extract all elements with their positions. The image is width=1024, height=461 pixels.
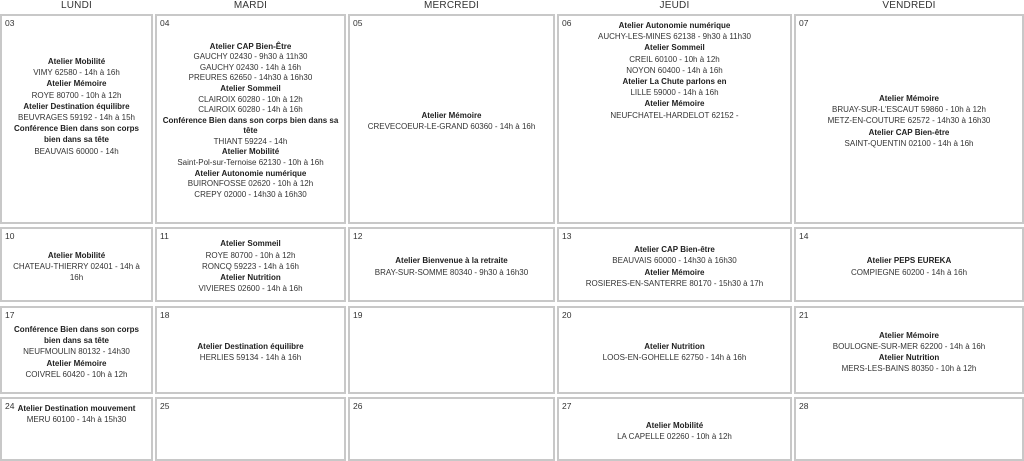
day-number: 13 xyxy=(562,231,572,241)
day-number: 20 xyxy=(562,310,572,320)
event-title: Conférence Bien dans son corps bien dans sa tête xyxy=(162,115,339,136)
event-location: ROYE 80700 - 10h à 12h xyxy=(31,90,122,100)
event-title: Atelier Autonomie numérique xyxy=(618,21,731,30)
day-number: 26 xyxy=(353,401,363,411)
event-location: CLAIROIX 60280 - 14h à 16h xyxy=(198,105,303,115)
event-location: COMPIEGNE 60200 - 14h à 16h xyxy=(850,267,968,277)
event-location: Saint-Pol-sur-Ternoise 62130 - 10h à 16h xyxy=(177,158,324,168)
event-location: VIVIERES 02600 - 14h à 16h xyxy=(198,284,303,294)
event-title: Atelier CAP Bien-être xyxy=(868,127,950,137)
event-location: ROSIERES-EN-SANTERRE 80170 - 15h30 à 17h xyxy=(585,278,764,288)
day-number: 24 xyxy=(5,401,15,411)
day-number: 17 xyxy=(5,310,15,320)
event-title: Atelier Nutrition xyxy=(220,273,281,283)
event-location: SAINT-QUENTIN 02100 - 14h à 16h xyxy=(844,138,974,148)
weekday-header-mardi: MARDI xyxy=(233,0,268,11)
day-number: 18 xyxy=(160,310,170,320)
event-location: LOOS-EN-GOHELLE 62750 - 14h à 16h xyxy=(602,353,747,362)
day-events xyxy=(796,229,1022,300)
day-cell-28[interactable] xyxy=(794,397,1024,461)
event-location: GAUCHY 02430 - 14h à 16h xyxy=(199,62,302,72)
event-title: Atelier Destination équilibre xyxy=(23,101,130,111)
day-number: 04 xyxy=(160,18,170,28)
event-title: Atelier CAP Bien-être xyxy=(634,245,715,255)
event-location: BEAUVAIS 60000 - 14h xyxy=(34,146,119,156)
event-title: Atelier Nutrition xyxy=(644,341,705,351)
event-location: ROYE 80700 - 10h à 12h xyxy=(205,250,296,260)
day-events xyxy=(2,229,151,300)
event-title: Atelier Mémoire xyxy=(46,358,107,368)
day-cell-07[interactable] xyxy=(794,14,1024,224)
day-cell-14[interactable] xyxy=(794,227,1024,302)
event-location: BUIRONFOSSE 02620 - 10h à 12h xyxy=(187,179,314,189)
event-location: COIVREL 60420 - 10h à 12h xyxy=(25,369,128,379)
event-location: LILLE 59000 - 14h à 16h xyxy=(630,88,719,98)
day-number: 21 xyxy=(799,310,809,320)
day-cell-20[interactable] xyxy=(557,306,792,394)
day-cell-17[interactable] xyxy=(0,306,153,394)
event-title: Atelier Bienvenue à la retraite xyxy=(395,256,508,266)
day-number: 12 xyxy=(353,231,363,241)
event-title: Atelier CAP Bien-Être xyxy=(209,41,292,51)
day-cell-10[interactable] xyxy=(0,227,153,302)
event-title: Conférence Bien dans son corps bien dans sa tête xyxy=(14,324,139,346)
event-title: Atelier Destination équilibre xyxy=(197,341,304,351)
weekday-header-vendredi: VENDREDI xyxy=(882,0,936,11)
day-cell-27[interactable] xyxy=(557,397,792,461)
event-title: Atelier Destination mouvement xyxy=(17,404,136,413)
event-location: BRAY-SUR-SOMME 80340 - 9h30 à 16h30 xyxy=(374,267,529,277)
day-events xyxy=(796,16,1022,222)
day-events xyxy=(559,399,790,459)
event-location: CREPY 02000 - 14h30 à 16h30 xyxy=(194,189,307,199)
event-location: HERLIES 59134 - 14h à 16h xyxy=(199,353,302,362)
event-title: Conférence Bien dans son corps bien dans sa tête xyxy=(14,124,139,145)
day-cell-26[interactable] xyxy=(348,397,555,461)
event-title: Atelier PEPS EUREKA xyxy=(866,256,952,266)
day-cell-03[interactable] xyxy=(0,14,153,224)
day-events xyxy=(2,16,151,222)
event-location: NOYON 60400 - 14h à 16h xyxy=(626,65,723,75)
day-events xyxy=(559,229,790,300)
event-title: Atelier Sommeil xyxy=(220,83,281,93)
day-cell-24[interactable] xyxy=(0,397,153,461)
event-location: BRUAY-SUR-L'ESCAUT 59860 - 10h à 12h xyxy=(832,105,986,115)
day-cell-13[interactable] xyxy=(557,227,792,302)
event-title: Atelier Sommeil xyxy=(220,239,281,249)
day-events xyxy=(2,399,151,459)
day-events xyxy=(350,229,553,300)
event-location: CREVECOEUR-LE-GRAND 60360 - 14h à 16h xyxy=(367,122,536,131)
day-cell-19[interactable] xyxy=(348,306,555,394)
event-location: NEUFCHATEL-HARDELOT 62152 - xyxy=(610,110,739,120)
day-number: 05 xyxy=(353,18,363,28)
day-number: 10 xyxy=(5,231,15,241)
event-location: MERS-LES-BAINS 80350 - 10h à 12h xyxy=(841,364,977,374)
event-title: Atelier Mémoire xyxy=(421,110,482,120)
day-number: 11 xyxy=(160,231,169,241)
day-cell-04[interactable] xyxy=(155,14,346,224)
event-location: MERU 60100 - 14h à 15h30 xyxy=(26,415,127,425)
day-number: 25 xyxy=(160,401,170,411)
day-number: 07 xyxy=(799,18,809,28)
day-number: 06 xyxy=(562,18,572,28)
event-title: Atelier Mobilité xyxy=(47,57,106,66)
event-location: CHATEAU-THIERRY 02401 - 14h à 16h xyxy=(13,261,140,283)
event-location: PREURES 62650 - 14h30 à 16h30 xyxy=(188,73,313,83)
event-location: AUCHY-LES-MINES 62138 - 9h30 à 11h30 xyxy=(598,32,751,42)
event-title: Atelier Mobilité xyxy=(221,147,280,157)
event-location: VIMY 62580 - 14h à 16h xyxy=(33,68,120,78)
event-title: Atelier Nutrition xyxy=(878,353,940,362)
event-title: Atelier Sommeil xyxy=(644,43,705,53)
day-number: 19 xyxy=(353,310,363,320)
weekday-header-mercredi: MERCREDI xyxy=(424,0,479,11)
day-number: 14 xyxy=(799,231,809,241)
event-location: RONCQ 59223 - 14h à 16h xyxy=(202,261,299,271)
event-title: Atelier La Chute parlons en xyxy=(622,77,727,87)
day-number: 28 xyxy=(799,401,809,411)
day-cell-05[interactable] xyxy=(348,14,555,224)
event-title: Atelier Autonomie numérique xyxy=(194,168,307,178)
event-location: BOULOGNE-SUR-MER 62200 - 14h à 16h xyxy=(832,341,986,351)
day-cell-18[interactable] xyxy=(155,306,346,394)
day-cell-11[interactable] xyxy=(155,227,346,302)
day-cell-21[interactable] xyxy=(794,306,1024,394)
day-cell-25[interactable] xyxy=(155,397,346,461)
event-location: NEUFMOULIN 80132 - 14h30 xyxy=(23,347,130,357)
day-events xyxy=(796,308,1022,392)
event-title: Atelier Mémoire xyxy=(878,93,940,103)
event-title: Atelier Mémoire xyxy=(644,267,705,277)
day-events xyxy=(559,308,790,392)
event-title: Atelier Mobilité xyxy=(47,250,106,260)
event-location: CLAIROIX 60280 - 10h à 12h xyxy=(198,94,303,104)
day-number: 27 xyxy=(562,401,572,411)
event-title: Atelier Mobilité xyxy=(645,420,704,430)
day-cell-12[interactable] xyxy=(348,227,555,302)
day-events xyxy=(157,229,344,300)
weekday-header-lundi: LUNDI xyxy=(60,0,92,11)
day-events xyxy=(350,16,553,222)
event-location: CREIL 60100 - 10h à 12h xyxy=(629,54,720,64)
event-location: BEUVRAGES 59192 - 14h à 15h xyxy=(18,113,135,123)
weekday-header-jeudi: JEUDI xyxy=(659,0,690,11)
day-events xyxy=(2,308,151,392)
event-location: BEAUVAIS 60000 - 14h30 à 16h30 xyxy=(612,256,737,266)
event-title: Atelier Mémoire xyxy=(46,79,107,89)
event-title: Atelier Mémoire xyxy=(878,330,940,340)
day-events xyxy=(559,16,790,222)
event-location: THIANT 59224 - 14h xyxy=(213,136,288,146)
event-location: METZ-EN-COUTURE 62572 - 14h30 à 16h30 xyxy=(827,116,991,126)
day-events xyxy=(157,308,344,392)
day-number: 03 xyxy=(5,18,15,28)
event-location: LA CAPELLE 02260 - 10h à 12h xyxy=(617,432,732,441)
event-title: Atelier Mémoire xyxy=(644,99,705,109)
day-cell-06[interactable] xyxy=(557,14,792,224)
event-location: GAUCHY 02430 - 9h30 à 11h30 xyxy=(193,52,308,62)
day-events xyxy=(157,16,344,222)
